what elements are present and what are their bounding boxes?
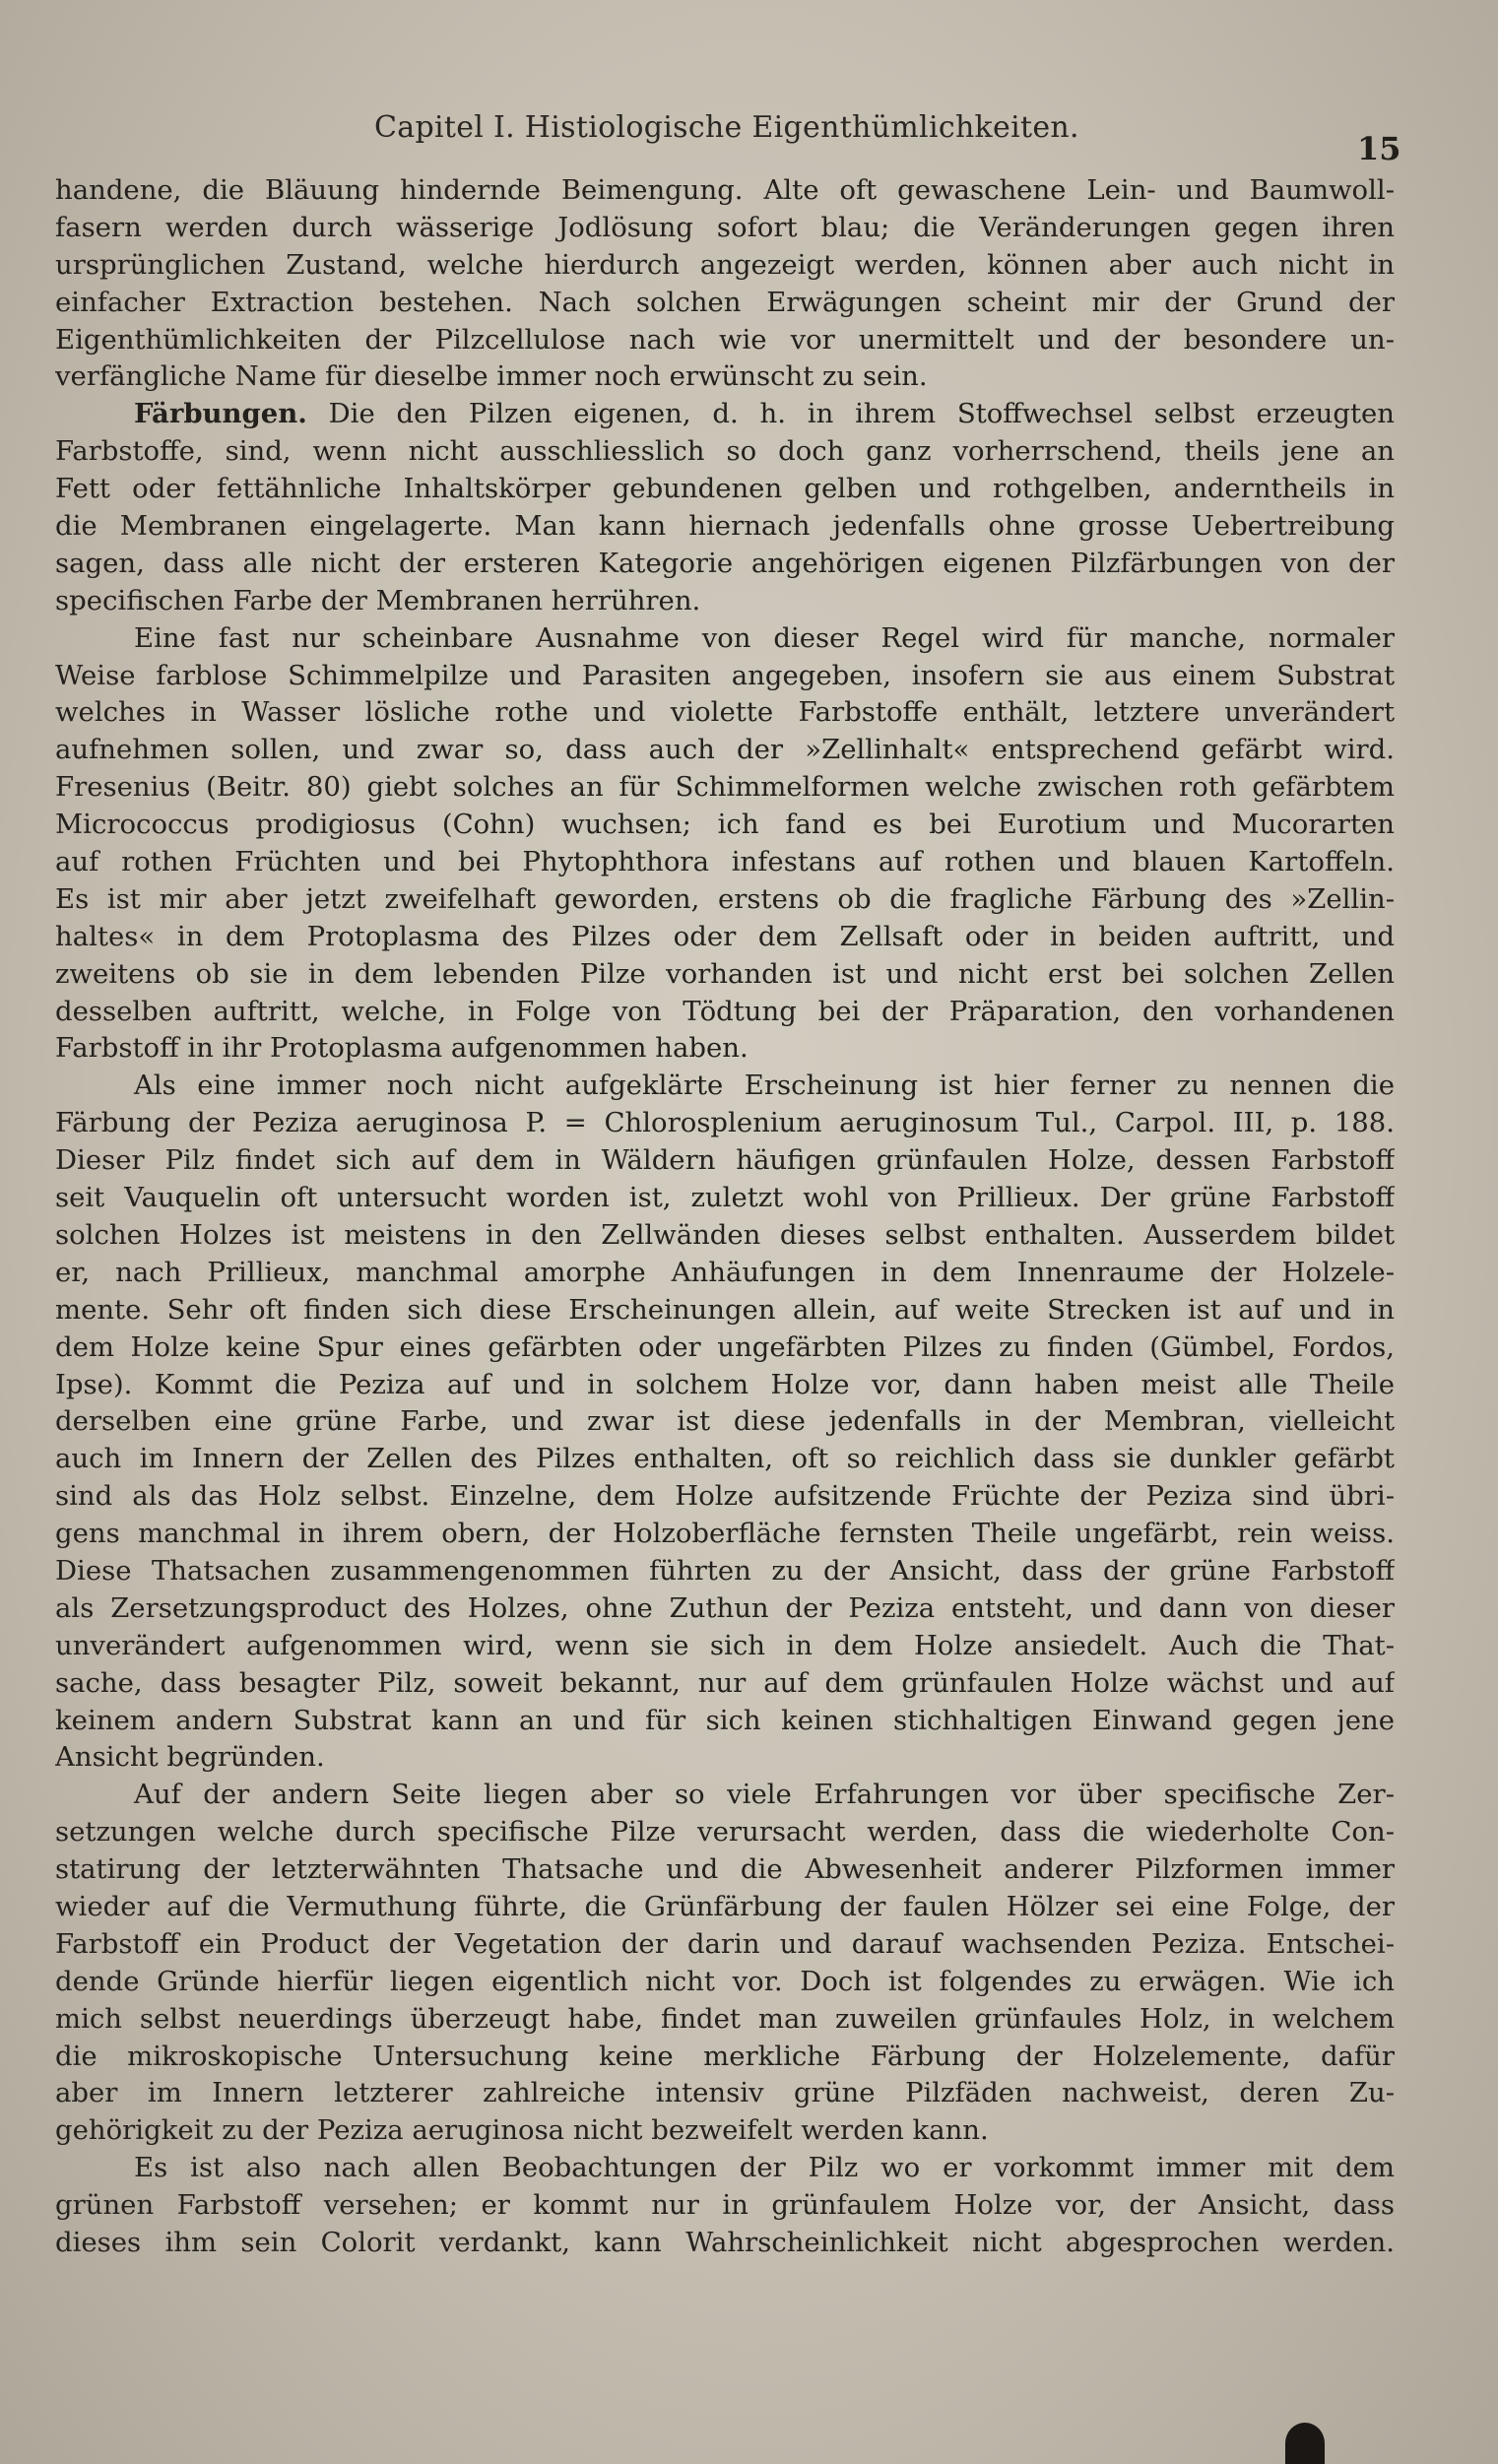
text-line: sache, dass besagter Pilz, soweit bekannt, nur auf dem grünfaulen Holze wächst und auf	[55, 1666, 1395, 1699]
text-line: Ipse). Kommt die Peziza auf und in solchem Holze vor, dann haben meist alle Theile	[55, 1368, 1395, 1400]
paragraph	[55, 2150, 1395, 2262]
text-line: Eine fast nur scheinbare Ausnahme von dieser Regel wird für manche, normaler	[134, 621, 1395, 654]
page-corner-shadow	[1285, 2423, 1325, 2464]
text-line: derselben eine grüne Farbe, und zwar ist diese jedenfalls in der Membran, vielleicht	[55, 1405, 1395, 1438]
text-line: auf rothen Früchten und bei Phytophthora infestans auf rothen und blauen Kartoffeln.	[55, 846, 1395, 878]
text-line: die Membranen eingelagerte. Man kann hiernach jedenfalls ohne grosse Uebertreibung	[55, 510, 1395, 543]
text-line: dieses ihm sein Colorit verdankt, kann Wahrscheinlichkeit nicht abgesprochen werden.	[55, 2226, 1395, 2258]
text-line: zweitens ob sie in dem lebenden Pilze vorhanden ist und nicht erst bei solchen Zellen	[55, 957, 1395, 990]
page-header	[0, 110, 1498, 167]
text-line: haltes« in dem Protoplasma des Pilzes oder dem Zellsaft oder in beiden auftritt, und	[55, 920, 1395, 952]
text-line: verfängliche Name für dieselbe immer noch erwünscht zu sein.	[55, 360, 928, 393]
text-line-rest: Die den Pilzen eigenen, d. h. in ihrem Stoffwechsel selbst erzeugten	[306, 398, 1395, 430]
text-line: Ansicht begründen.	[55, 1741, 325, 1774]
text-line: Diese Thatsachen zusammengenommen führten zu der Ansicht, dass der grüne Farbstoff	[55, 1554, 1395, 1587]
text-line: Auf der andern Seite liegen aber so viele Erfahrungen vor über specifische Zer-	[134, 1779, 1395, 1811]
text-line: unverändert aufgenommen wird, wenn sie sich in dem Holze ansiedelt. Auch die That-	[55, 1629, 1395, 1661]
text-line: gehörigkeit zu der Peziza aeruginosa nicht bezweifelt werden kann.	[55, 2114, 989, 2147]
text-line: grünen Farbstoff versehen; er kommt nur in grünfaulem Holze vor, der Ansicht, dass	[55, 2189, 1395, 2222]
text-line: Fett oder fettähnliche Inhaltskörper gebundenen gelben und rothgelben, anderntheils in	[55, 473, 1395, 505]
text-line: seit Vauquelin oft untersucht worden ist, zuletzt wohl von Prillieux. Der grüne Farbstoff	[55, 1182, 1395, 1214]
text-line: wieder auf die Vermuthung führte, die Grünfärbung der faulen Hölzer sei eine Folge, der	[55, 1890, 1395, 1922]
text-line: statirung der letzterwähnten Thatsache und die Abwesenheit anderer Pilzformen immer	[55, 1853, 1395, 1886]
text-line: Als eine immer noch nicht aufgeklärte Erscheinung ist hier ferner zu nennen die	[134, 1070, 1395, 1102]
text-line: dem Holze keine Spur eines gefärbten oder ungefärbten Pilzes zu finden (Gümbel, Fordos,	[55, 1330, 1395, 1363]
text-line: als Zersetzungsproduct des Holzes, ohne Zuthun der Peziza entsteht, und dann von dieser	[55, 1591, 1395, 1624]
text-line: Farbstoff ein Product der Vegetation der darin und darauf wachsenden Peziza. Entschei-	[55, 1927, 1395, 1960]
paragraph	[55, 1068, 1395, 1777]
paragraph	[55, 172, 1395, 396]
text-line	[55, 396, 1395, 433]
text-line: handene, die Bläuung hindernde Beimengung. Alte oft gewaschene Lein- und Baumwoll-	[55, 174, 1395, 206]
text-line: Farbstoff in ihr Protoplasma aufgenommen haben.	[55, 1032, 749, 1065]
body-text	[55, 172, 1395, 2262]
text-line: mente. Sehr oft finden sich diese Erscheinungen allein, auf weite Strecken ist auf und in	[55, 1293, 1395, 1326]
text-line: einfacher Extraction bestehen. Nach solchen Erwägungen scheint mir der Grund der	[55, 286, 1395, 318]
text-line: Fresenius (Beitr. 80) giebt solches an für Schimmelformen welche zwischen roth gefärbtem	[55, 771, 1395, 804]
running-head: Capitel I. Histiologische Eigenthümlichkeiten.	[374, 110, 1079, 145]
text-line: mich selbst neuerdings überzeugt habe, findet man zuweilen grünfaules Holz, in welchem	[55, 2002, 1395, 2035]
text-line: Eigenthümlichkeiten der Pilzcellulose nach wie vor unermittelt und der besondere un-	[55, 323, 1395, 356]
text-line: desselben auftritt, welche, in Folge von Tödtung bei der Präparation, den vorhandenen	[55, 995, 1395, 1027]
text-line: specifischen Farbe der Membranen herrühren.	[55, 584, 701, 616]
text-line: Es ist also nach allen Beobachtungen der Pilz wo er vorkommt immer mit dem	[134, 2152, 1395, 2184]
text-line: er, nach Prillieux, manchmal amorphe Anhäufungen in dem Innenraume der Holzele-	[55, 1256, 1395, 1288]
text-line: ursprünglichen Zustand, welche hierdurch angezeigt werden, können aber auch nicht in	[55, 248, 1395, 281]
text-line: solchen Holzes ist meistens in den Zellwänden dieses selbst enthalten. Ausserdem bildet	[55, 1218, 1395, 1251]
paragraph	[55, 1777, 1395, 2150]
text-line: fasern werden durch wässerige Jodlösung sofort blau; die Veränderungen gegen ihren	[55, 211, 1395, 243]
text-line: dende Gründe hierfür liegen eigentlich nicht vor. Doch ist folgendes zu erwägen. Wie ich	[55, 1965, 1395, 1997]
text-line: setzungen welche durch specifische Pilze verursacht werden, dass die wiederholte Con-	[55, 1816, 1395, 1848]
text-line: Dieser Pilz findet sich auf dem in Wäldern häufigen grünfaulen Holze, dessen Farbstoff	[55, 1144, 1395, 1177]
text-line: sind als das Holz selbst. Einzelne, dem Holze aufsitzende Früchte der Peziza sind übri-	[55, 1480, 1395, 1513]
text-line: aber im Innern letzterer zahlreiche intensiv grüne Pilzfäden nachweist, deren Zu-	[55, 2077, 1395, 2109]
text-line: Farbstoffe, sind, wenn nicht ausschliesslich so doch ganz vorherrschend, theils jene an	[55, 435, 1395, 468]
text-line: Färbung der Peziza aeruginosa P. = Chlorosplenium aeruginosum Tul., Carpol. III, p. 188.	[55, 1107, 1395, 1139]
text-line: aufnehmen sollen, und zwar so, dass auch der »Zellinhalt« entsprechend gefärbt wird.	[55, 734, 1395, 766]
section-heading: Färbungen.	[134, 398, 307, 430]
text-line: die mikroskopische Untersuchung keine merkliche Färbung der Holzelemente, dafür	[55, 2040, 1395, 2072]
text-line: sagen, dass alle nicht der ersteren Kategorie angehörigen eigenen Pilzfärbungen von der	[55, 547, 1395, 579]
text-line: gens manchmal in ihrem obern, der Holzoberfläche fernsten Theile ungefärbt, rein weiss.	[55, 1518, 1395, 1550]
text-line: Es ist mir aber jetzt zweifelhaft geworden, erstens ob die fragliche Färbung des »Zellin-	[55, 882, 1395, 915]
text-line: Weise farblose Schimmelpilze und Parasiten angegeben, insofern sie aus einem Substrat	[55, 659, 1395, 691]
text-line: Micrococcus prodigiosus (Cohn) wuchsen; ich fand es bei Eurotium und Mucorarten	[55, 809, 1395, 841]
text-line: keinem andern Substrat kann an und für sich keinen stichhaltigen Einwand gegen jene	[55, 1704, 1395, 1736]
paragraph	[55, 620, 1395, 1069]
text-line: welches in Wasser lösliche rothe und violette Farbstoffe enthält, letztere unverändert	[55, 696, 1395, 729]
page-number: 15	[1357, 130, 1401, 167]
text-line: auch im Innern der Zellen des Pilzes enthalten, oft so reichlich dass sie dunkler gefärbt	[55, 1443, 1395, 1475]
paragraph	[55, 396, 1395, 619]
